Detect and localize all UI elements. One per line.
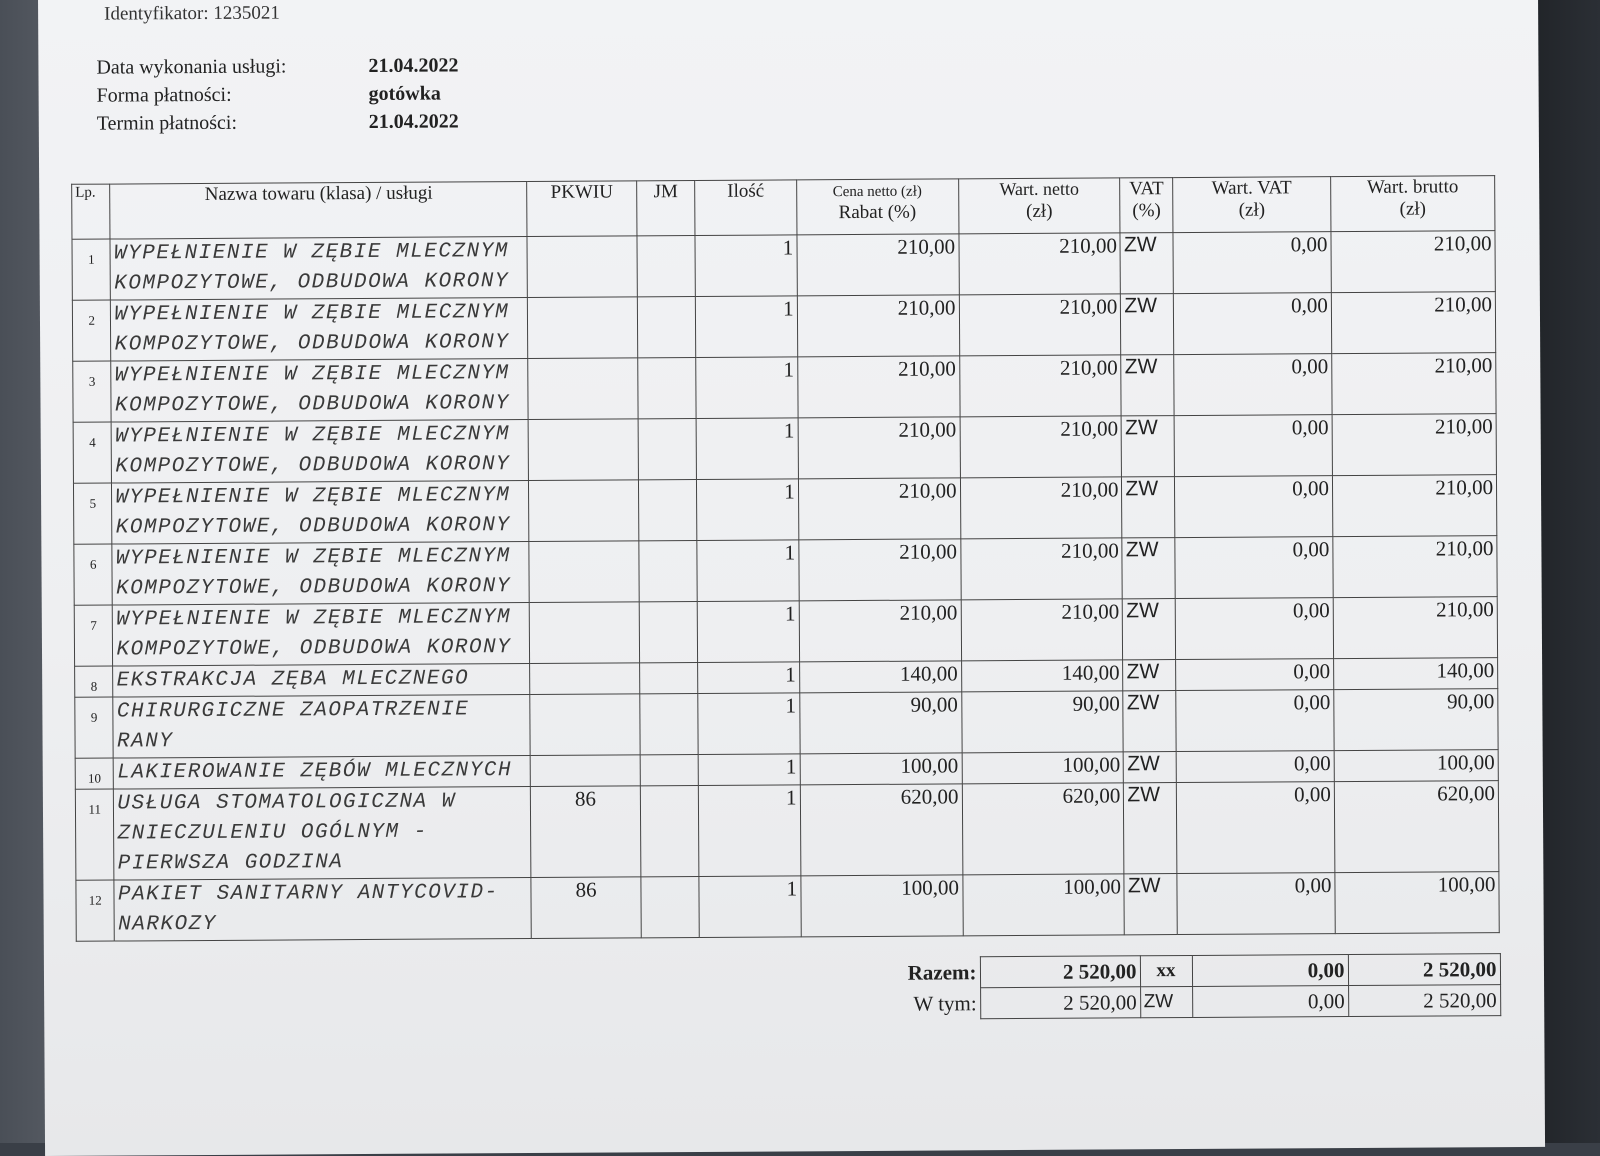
row-vat: ZW (1121, 294, 1174, 355)
service-date-row (96, 51, 458, 81)
row-vat: ZW (1120, 233, 1173, 294)
invoice-meta (96, 51, 459, 137)
row-net: 100,00 (962, 874, 1124, 936)
row-lp: 9 (75, 697, 114, 758)
totals-table (850, 953, 1501, 1020)
row-vat-value: 0,00 (1175, 537, 1333, 599)
row-net: 210,00 (960, 538, 1122, 600)
table-row (75, 689, 1498, 759)
row-pkwiu: 86 (531, 877, 641, 939)
row-net: 210,00 (959, 233, 1121, 295)
table-row (73, 475, 1496, 545)
invoice-page (38, 0, 1545, 1156)
row-price: 210,00 (797, 356, 959, 418)
row-jm (637, 357, 696, 418)
row-vat-value: 0,00 (1177, 873, 1335, 935)
row-lp: 11 (75, 789, 114, 880)
header-vat: VAT (%) (1120, 178, 1173, 233)
row-price: 210,00 (798, 417, 960, 479)
row-qty: 1 (699, 754, 800, 786)
table-row (76, 872, 1499, 942)
row-gross: 90,00 (1334, 689, 1498, 751)
row-lp: 4 (73, 422, 112, 483)
service-date-value: 21.04.2022 (368, 54, 459, 77)
row-gross: 140,00 (1334, 658, 1498, 690)
row-name: LAKIEROWANIE ZĘBÓW MLECZNYCH (114, 756, 531, 790)
row-vat-value: 0,00 (1175, 598, 1333, 660)
row-vat: ZW (1124, 752, 1177, 783)
row-vat: ZW (1124, 874, 1177, 935)
row-gross: 210,00 (1332, 353, 1496, 415)
row-net: 140,00 (961, 660, 1123, 692)
row-gross: 210,00 (1333, 597, 1497, 659)
row-name: WYPEŁNIENIE W ZĘBIE MLECZNYM KOMPOZYTOWE, ODBUDOWA KORONY (113, 603, 530, 667)
row-vat-value: 0,00 (1173, 232, 1331, 294)
row-lp: 2 (72, 300, 111, 361)
payment-form-value: gotówka (368, 82, 441, 105)
row-net: 210,00 (961, 599, 1123, 661)
row-jm (639, 601, 698, 662)
row-vat: ZW (1122, 416, 1175, 477)
row-name: WYPEŁNIENIE W ZĘBIE MLECZNYM KOMPOZYTOWE, ODBUDOWA KORONY (112, 542, 529, 606)
row-name: WYPEŁNIENIE W ZĘBIE MLECZNYM KOMPOZYTOWE, ODBUDOWA KORONY (112, 481, 529, 545)
row-jm (637, 296, 696, 357)
header-gross: Wart. brutto (zł) (1331, 176, 1495, 232)
row-price: 140,00 (799, 661, 961, 693)
row-vat-value: 0,00 (1176, 690, 1334, 752)
row-lp: 3 (73, 361, 112, 422)
items-body (72, 231, 1499, 942)
row-name: WYPEŁNIENIE W ZĘBIE MLECZNYM KOMPOZYTOWE, ODBUDOWA KORONY (111, 359, 528, 423)
header-pkwiu: PKWIU (527, 181, 637, 237)
row-pkwiu (528, 358, 638, 420)
sum-vat-value: 0,00 (1192, 955, 1348, 987)
row-jm (639, 693, 698, 754)
incl-gross: 2 520,00 (1348, 985, 1500, 1017)
items-table (71, 175, 1500, 942)
table-row (75, 781, 1499, 881)
row-vat: ZW (1123, 660, 1176, 691)
row-lp: 6 (74, 544, 113, 605)
incl-label: W tym: (913, 990, 977, 1016)
row-qty: 1 (696, 357, 798, 419)
row-pkwiu: 86 (531, 786, 641, 878)
row-pkwiu (531, 755, 640, 787)
row-name: PAKIET SANITARNY ANTYCOVID-NARKOZY (114, 878, 531, 942)
row-pkwiu (530, 663, 639, 695)
payment-form-label: Forma płatności: (96, 83, 232, 107)
row-jm (639, 540, 698, 601)
row-net: 210,00 (960, 477, 1122, 539)
identifier: Identyfikator: 1235021 (104, 2, 280, 25)
sum-vat: xx (1140, 955, 1192, 986)
row-name: WYPEŁNIENIE W ZĘBIE MLECZNYM KOMPOZYTOWE, ODBUDOWA KORONY (111, 298, 528, 362)
row-vat: ZW (1123, 691, 1176, 752)
row-price: 90,00 (799, 692, 961, 754)
table-row (72, 231, 1495, 301)
row-net: 90,00 (961, 691, 1123, 753)
header-jm: JM (636, 180, 695, 235)
header-name: Nazwa towaru (klasa) / usługi (110, 182, 527, 240)
row-name: CHIRURGICZNE ZAOPATRZENIE RANY (113, 695, 530, 759)
row-lp: 10 (75, 758, 114, 789)
row-vat-value: 0,00 (1174, 354, 1332, 416)
row-pkwiu (529, 541, 639, 603)
payment-due-value: 21.04.2022 (368, 110, 459, 133)
row-pkwiu (528, 297, 638, 359)
row-vat-value: 0,00 (1174, 415, 1332, 477)
row-pkwiu (527, 236, 637, 298)
row-lp: 5 (73, 483, 112, 544)
row-gross: 620,00 (1334, 781, 1499, 873)
row-gross: 210,00 (1331, 292, 1495, 354)
row-price: 210,00 (797, 295, 959, 357)
row-price: 210,00 (798, 478, 960, 540)
row-price: 210,00 (799, 600, 961, 662)
row-gross: 100,00 (1335, 872, 1499, 934)
table-row (73, 353, 1496, 423)
incl-net: 2 520,00 (980, 987, 1140, 1019)
sum-gross: 2 520,00 (1348, 954, 1500, 986)
row-vat: ZW (1122, 538, 1175, 599)
header-lp: Lp. (72, 184, 111, 239)
row-pkwiu (529, 480, 639, 542)
row-vat: ZW (1121, 355, 1174, 416)
row-jm (638, 479, 697, 540)
row-gross: 210,00 (1333, 536, 1497, 598)
sum-net: 2 520,00 (980, 956, 1140, 988)
row-net: 210,00 (959, 294, 1121, 356)
row-qty: 1 (695, 235, 797, 297)
totals-incl-row (850, 985, 1500, 1020)
row-vat: ZW (1123, 599, 1176, 660)
table-row (74, 536, 1497, 606)
payment-form-row (97, 79, 459, 109)
row-lp: 8 (75, 666, 114, 697)
row-qty: 1 (699, 876, 801, 938)
row-jm (641, 876, 700, 937)
row-jm (639, 662, 698, 693)
row-qty: 1 (699, 785, 801, 877)
row-qty: 1 (698, 662, 799, 694)
row-pkwiu (529, 419, 639, 481)
row-qty: 1 (697, 479, 799, 541)
row-jm (640, 754, 699, 785)
payment-due-row (97, 107, 459, 137)
row-name: WYPEŁNIENIE W ZĘBIE MLECZNYM KOMPOZYTOWE, ODBUDOWA KORONY (112, 420, 529, 484)
payment-due-label: Termin płatności: (96, 111, 238, 135)
row-qty: 1 (698, 601, 800, 663)
row-vat-value: 0,00 (1173, 293, 1331, 355)
row-vat-value: 0,00 (1175, 476, 1333, 538)
row-gross: 210,00 (1332, 475, 1496, 537)
row-lp: 7 (74, 605, 113, 666)
row-pkwiu (530, 694, 640, 756)
table-row (74, 597, 1497, 667)
row-qty: 1 (697, 540, 799, 602)
table-header-row (72, 176, 1495, 240)
row-lp: 1 (72, 239, 111, 300)
header-vat-value: Wart. VAT (zł) (1173, 177, 1331, 233)
row-qty: 1 (696, 296, 798, 358)
row-vat: ZW (1124, 783, 1177, 874)
table-row (73, 414, 1496, 484)
sum-label: Razem: (907, 959, 977, 985)
header-qty: Ilość (695, 180, 797, 236)
row-name: USŁUGA STOMATOLOGICZNA W ZNIECZULENIU OGÓLNYM - PIERWSZA GODZINA (114, 787, 532, 881)
row-gross: 210,00 (1332, 414, 1496, 476)
row-price: 210,00 (798, 539, 960, 601)
row-net: 100,00 (962, 752, 1124, 784)
row-vat-value: 0,00 (1176, 782, 1334, 874)
row-jm (638, 418, 697, 479)
row-pkwiu (530, 602, 640, 664)
row-vat: ZW (1122, 477, 1175, 538)
row-qty: 1 (698, 693, 800, 755)
row-vat-value: 0,00 (1176, 659, 1334, 691)
row-vat-value: 0,00 (1176, 751, 1334, 783)
row-net: 210,00 (959, 355, 1121, 417)
row-net: 620,00 (962, 783, 1124, 875)
row-price: 620,00 (800, 784, 962, 876)
row-net: 210,00 (960, 416, 1122, 478)
row-jm (637, 235, 696, 296)
totals-sum-row (850, 954, 1500, 989)
row-gross: 210,00 (1331, 231, 1495, 293)
row-gross: 100,00 (1334, 750, 1498, 782)
row-price: 100,00 (800, 875, 962, 937)
incl-vat-value: 0,00 (1192, 986, 1348, 1018)
row-name: WYPEŁNIENIE W ZĘBIE MLECZNYM KOMPOZYTOWE, ODBUDOWA KORONY (110, 237, 527, 301)
row-jm (640, 785, 699, 876)
row-qty: 1 (696, 418, 798, 480)
incl-vat: ZW (1140, 986, 1192, 1017)
row-price: 210,00 (797, 234, 959, 296)
row-name: EKSTRAKCJA ZĘBA MLECZNEGO (113, 664, 530, 698)
row-lp: 12 (76, 880, 115, 941)
row-price: 100,00 (800, 753, 962, 785)
service-date-label: Data wykonania usługi: (96, 55, 287, 79)
header-net: Wart. netto (zł) (958, 178, 1120, 234)
table-row (72, 292, 1495, 362)
header-price: Cena netto (zł) Rabat (%) (796, 179, 958, 235)
